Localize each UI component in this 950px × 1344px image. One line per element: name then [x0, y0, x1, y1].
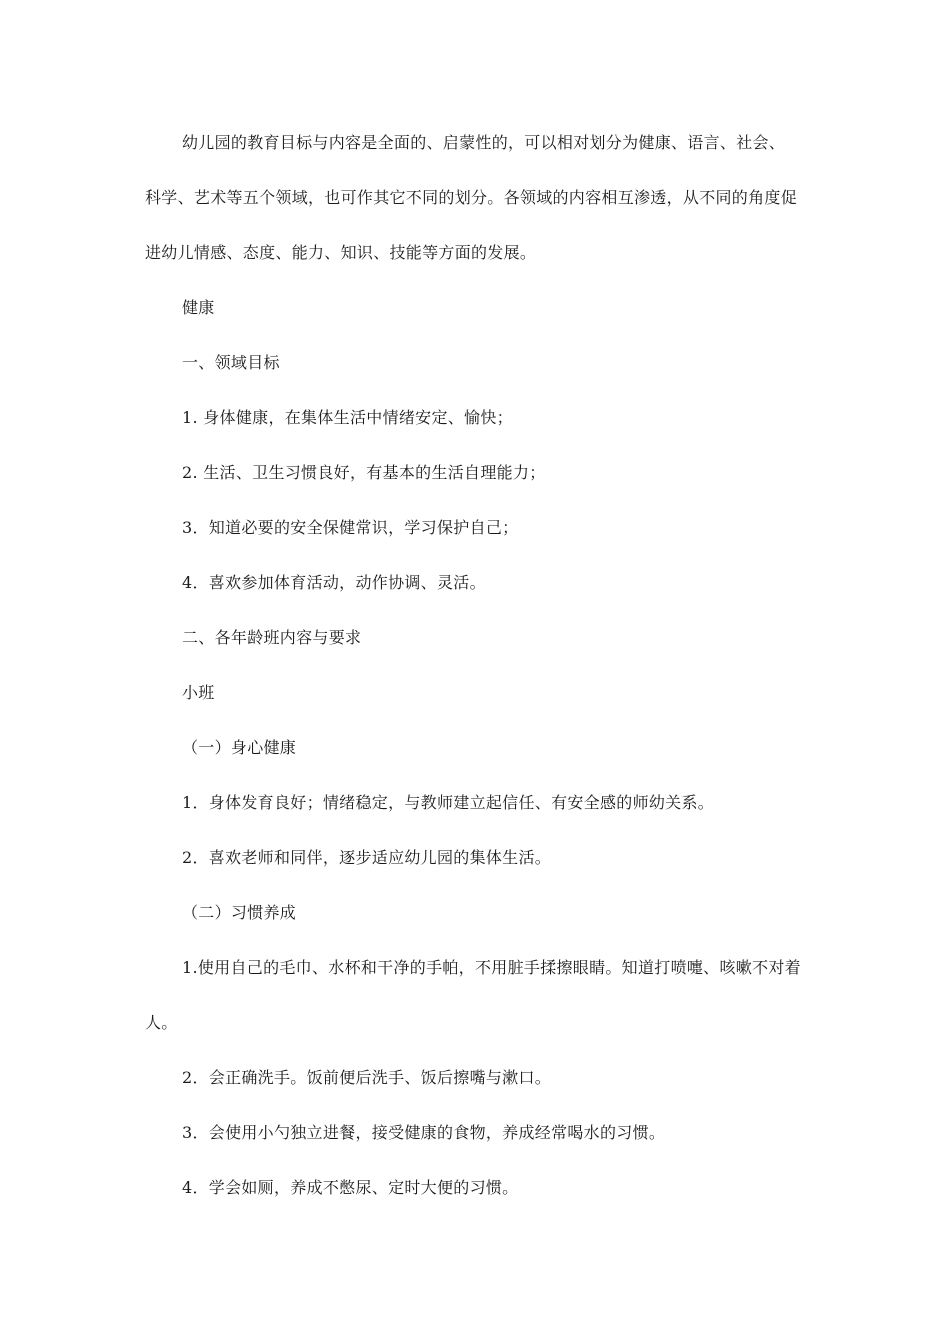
content-heading: 二、各年龄班内容与要求	[182, 628, 362, 647]
section2-item-4: 4．学会如厕，养成不憋尿、定时大便的习惯。	[182, 1178, 519, 1197]
goal-item-1: 1. 身体健康，在集体生活中情绪安定、愉快；	[182, 408, 513, 427]
section1-item-2: 2．喜欢老师和同伴，逐步适应幼儿园的集体生活。	[182, 848, 552, 867]
goal-item-3: 3．知道必要的安全保健常识，学习保护自己；	[182, 518, 519, 537]
goals-heading: 一、领域目标	[182, 353, 280, 372]
section2-item-1-line-2: 人。	[145, 1013, 178, 1032]
intro-line-3: 进幼儿情感、态度、能力、知识、技能等方面的发展。	[145, 243, 537, 262]
section2-item-3: 3．会使用小勺独立进餐，接受健康的食物，养成经常喝水的习惯。	[182, 1123, 666, 1142]
class-heading: 小班	[182, 683, 215, 702]
intro-line-2: 科学、艺术等五个领域，也可作其它不同的划分。各领域的内容相互渗透，从不同的角度促	[145, 188, 798, 207]
health-heading: 健康	[182, 298, 215, 317]
goal-item-2: 2. 生活、卫生习惯良好，有基本的生活自理能力；	[182, 463, 546, 482]
section2-item-1-line-1: 1.使用自己的毛巾、水杯和干净的手帕，不用脏手揉擦眼睛。知道打喷嚏、咳嗽不对着	[182, 958, 801, 977]
section1-item-1: 1．身体发育良好；情绪稳定，与教师建立起信任、有安全感的师幼关系。	[182, 793, 715, 812]
section2-item-2: 2．会正确洗手。饭前便后洗手、饭后擦嘴与漱口。	[182, 1068, 552, 1087]
section1-heading: （一）身心健康	[182, 738, 297, 757]
intro-line-1: 幼儿园的教育目标与内容是全面的、启蒙性的，可以相对划分为健康、语言、社会、	[182, 133, 786, 152]
section2-heading: （二）习惯养成	[182, 903, 297, 922]
goal-item-4: 4．喜欢参加体育活动，动作协调、灵活。	[182, 573, 486, 592]
